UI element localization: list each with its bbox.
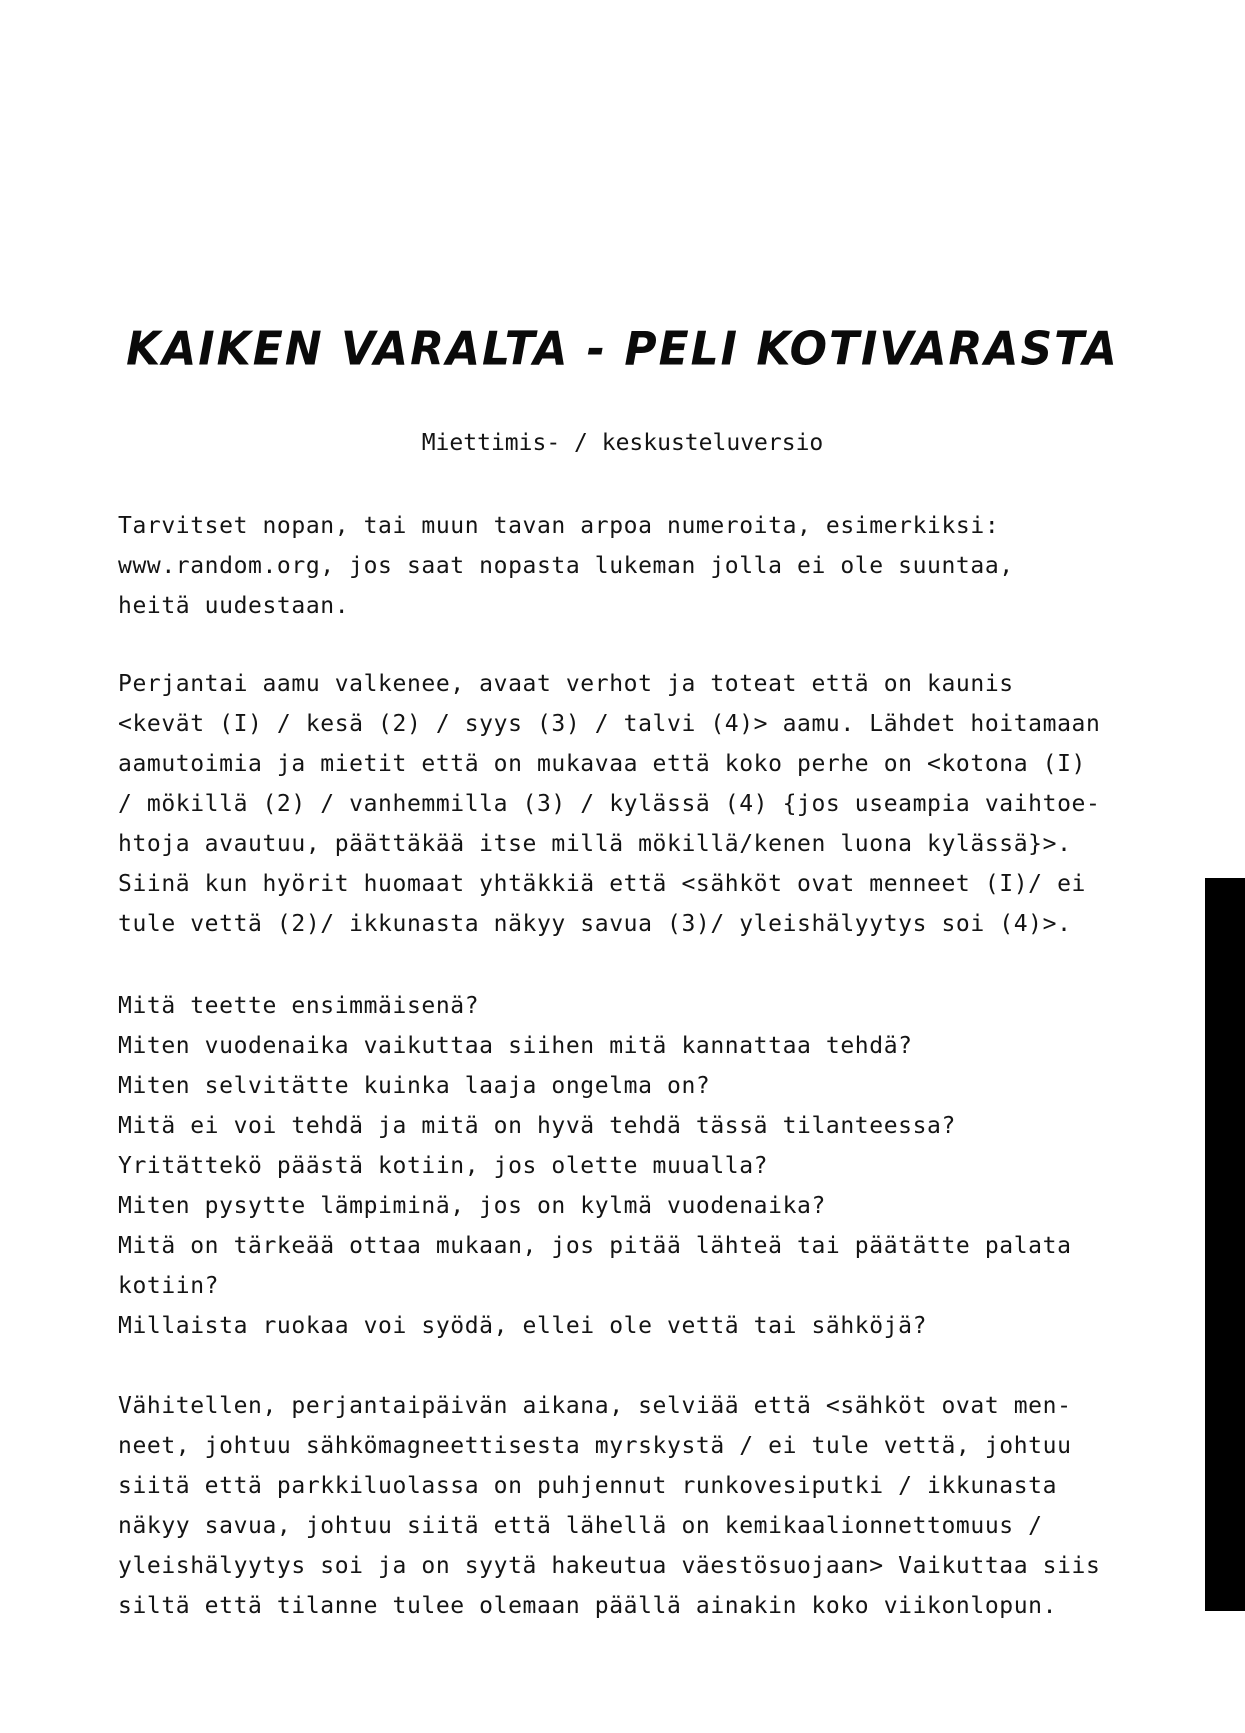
scenario-line: tule vettä (2)/ ikkunasta näkyy savua (3)/ yleishälyytys soi (4)>. <box>118 911 1072 937</box>
scenario-line: / mökillä (2) / vanhemmilla (3) / kylässä (4) {jos useampia vaihtoe- <box>118 791 1101 817</box>
page-subtitle: Miettimis- / keskusteluversio <box>421 430 824 456</box>
continuation-line: siltä että tilanne tulee olemaan päällä ainakin koko viikonlopun. <box>118 1593 1058 1619</box>
continuation-line: Vähitellen, perjantaipäivän aikana, selviää että <sähköt ovat men- <box>118 1393 1072 1419</box>
question-line: Miten vuodenaika vaikuttaa siihen mitä kannattaa tehdä? <box>118 1033 913 1059</box>
question-line: Mitä on tärkeää ottaa mukaan, jos pitää lähteä tai päätätte palata <box>118 1233 1072 1259</box>
question-line: Mitä ei voi tehdä ja mitä on hyvä tehdä tässä tilanteessa? <box>118 1113 956 1139</box>
scenario-paragraph <box>118 664 1148 944</box>
scenario-line: htoja avautuu, päättäkää itse millä mökillä/kenen luona kylässä}>. <box>118 831 1072 857</box>
question-line: Mitä teette ensimmäisenä? <box>118 993 480 1019</box>
edge-black-tab <box>1205 878 1245 1611</box>
question-line: Miten pysytte lämpiminä, jos on kylmä vuodenaika? <box>118 1193 826 1219</box>
intro-line: heitä uudestaan. <box>118 593 350 619</box>
question-line: Millaista ruokaa voi syödä, ellei ole vettä tai sähköjä? <box>118 1313 928 1339</box>
intro-line: Tarvitset nopan, tai muun tavan arpoa numeroita, esimerkiksi: <box>118 513 1000 539</box>
continuation-line: yleishälyytys soi ja on syytä hakeutua väestösuojaan> Vaikuttaa siis <box>118 1553 1101 1579</box>
scenario-line: aamutoimia ja mietit että on mukavaa että koko perhe on <kotona (I) <box>118 751 1086 777</box>
scenario-line: Siinä kun hyörit huomaat yhtäkkiä että <sähköt ovat menneet (I)/ ei <box>118 871 1086 897</box>
scenario-line: Perjantai aamu valkenee, avaat verhot ja toteat että on kaunis <box>118 671 1014 697</box>
intro-paragraph <box>118 506 1148 626</box>
continuation-line: neet, johtuu sähkömagneettisesta myrskystä / ei tule vettä, johtuu <box>118 1433 1072 1459</box>
question-line: Yritättekö päästä kotiin, jos olette muualla? <box>118 1153 769 1179</box>
question-line: kotiin? <box>118 1273 220 1299</box>
question-line: Miten selvitätte kuinka laaja ongelma on? <box>118 1073 711 1099</box>
questions-list <box>118 986 1148 1346</box>
intro-line: www.random.org, jos saat nopasta lukeman jolla ei ole suuntaa, <box>118 553 1014 579</box>
page-title: KAIKEN VARALTA - PELI KOTIVARASTA <box>126 322 1119 377</box>
continuation-line: näkyy savua, johtuu siitä että lähellä on kemikaalionnettomuus / <box>118 1513 1043 1539</box>
scenario-line: <kevät (I) / kesä (2) / syys (3) / talvi (4)> aamu. Lähdet hoitamaan <box>118 711 1101 737</box>
continuation-paragraph <box>118 1386 1148 1626</box>
continuation-line: siitä että parkkiluolassa on puhjennut runkovesiputki / ikkunasta <box>118 1473 1058 1499</box>
